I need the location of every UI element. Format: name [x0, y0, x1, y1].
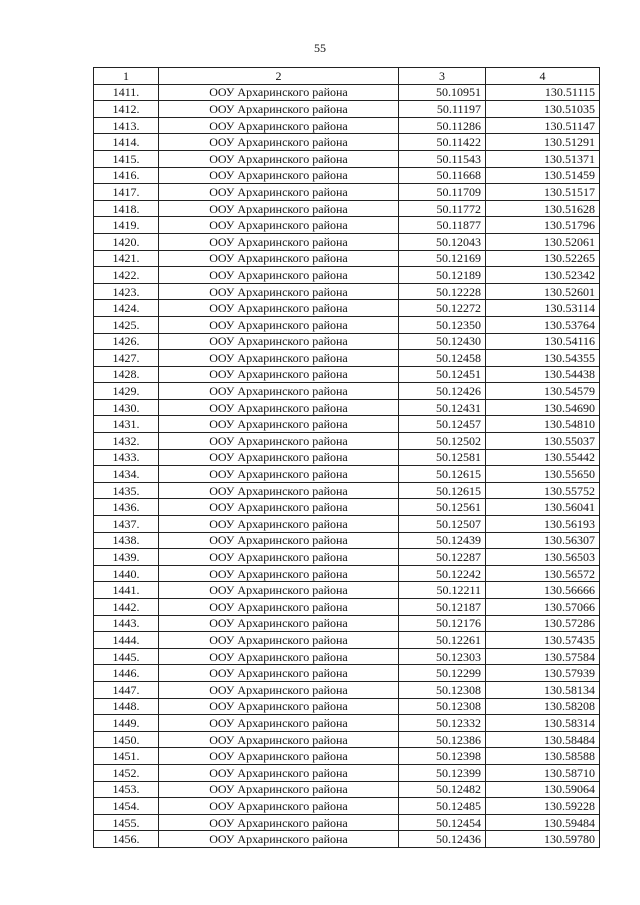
table-row	[94, 283, 600, 300]
row-number-cell: 1421.	[94, 250, 159, 267]
organization-name-cell: ООУ Архаринского района	[159, 316, 399, 333]
table-row	[94, 798, 600, 815]
organization-name-cell: ООУ Архаринского района	[159, 482, 399, 499]
organization-name-cell: ООУ Архаринского района	[159, 516, 399, 533]
row-number-cell: 1412.	[94, 101, 159, 118]
longitude-cell: 130.55037	[486, 433, 600, 450]
longitude-cell: 130.57939	[486, 665, 600, 682]
table-row	[94, 383, 600, 400]
row-number-cell: 1437.	[94, 516, 159, 533]
longitude-cell: 130.52342	[486, 267, 600, 284]
organization-name-cell: ООУ Архаринского района	[159, 715, 399, 732]
longitude-cell: 130.59064	[486, 781, 600, 798]
organization-name-cell: ООУ Архаринского района	[159, 831, 399, 848]
table-row	[94, 665, 600, 682]
table-row	[94, 184, 600, 201]
row-number-cell: 1428.	[94, 366, 159, 383]
organization-name-cell: ООУ Архаринского района	[159, 416, 399, 433]
organization-name-cell: ООУ Архаринского района	[159, 798, 399, 815]
longitude-cell: 130.55752	[486, 482, 600, 499]
row-number-cell: 1413.	[94, 117, 159, 134]
organization-name-cell: ООУ Архаринского района	[159, 200, 399, 217]
organization-name-cell: ООУ Архаринского района	[159, 698, 399, 715]
organization-name-cell: ООУ Архаринского района	[159, 599, 399, 616]
row-number-cell: 1446.	[94, 665, 159, 682]
latitude-cell: 50.12454	[399, 814, 486, 831]
organization-name-cell: ООУ Архаринского района	[159, 383, 399, 400]
row-number-cell: 1435.	[94, 482, 159, 499]
row-number-cell: 1434.	[94, 466, 159, 483]
row-number-cell: 1420.	[94, 233, 159, 250]
latitude-cell: 50.12261	[399, 632, 486, 649]
longitude-cell: 130.51115	[486, 84, 600, 101]
latitude-cell: 50.11422	[399, 134, 486, 151]
latitude-cell: 50.12458	[399, 350, 486, 367]
table-row	[94, 134, 600, 151]
row-number-cell: 1417.	[94, 184, 159, 201]
organization-name-cell: ООУ Архаринского района	[159, 399, 399, 416]
row-number-cell: 1416.	[94, 167, 159, 184]
longitude-cell: 130.51459	[486, 167, 600, 184]
latitude-cell: 50.12398	[399, 748, 486, 765]
table-row	[94, 466, 600, 483]
organization-name-cell: ООУ Архаринского района	[159, 814, 399, 831]
latitude-cell: 50.12615	[399, 466, 486, 483]
organization-name-cell: ООУ Архаринского района	[159, 283, 399, 300]
table-row	[94, 599, 600, 616]
organization-name-cell: ООУ Архаринского района	[159, 549, 399, 566]
latitude-cell: 50.11286	[399, 117, 486, 134]
header-col-3: 3	[399, 68, 486, 85]
organization-name-cell: ООУ Архаринского района	[159, 681, 399, 698]
organization-name-cell: ООУ Архаринского района	[159, 134, 399, 151]
longitude-cell: 130.51147	[486, 117, 600, 134]
latitude-cell: 50.12187	[399, 599, 486, 616]
organization-name-cell: ООУ Архаринского района	[159, 665, 399, 682]
longitude-cell: 130.51371	[486, 150, 600, 167]
table-row	[94, 200, 600, 217]
latitude-cell: 50.11197	[399, 101, 486, 118]
table-row	[94, 482, 600, 499]
table-row	[94, 316, 600, 333]
organization-name-cell: ООУ Архаринского района	[159, 582, 399, 599]
table-row	[94, 167, 600, 184]
latitude-cell: 50.12303	[399, 648, 486, 665]
latitude-cell: 50.12308	[399, 681, 486, 698]
latitude-cell: 50.12299	[399, 665, 486, 682]
table-row	[94, 831, 600, 848]
row-number-cell: 1423.	[94, 283, 159, 300]
latitude-cell: 50.10951	[399, 84, 486, 101]
table-row	[94, 366, 600, 383]
latitude-cell: 50.12399	[399, 764, 486, 781]
latitude-cell: 50.11543	[399, 150, 486, 167]
table-row	[94, 84, 600, 101]
row-number-cell: 1440.	[94, 565, 159, 582]
latitude-cell: 50.12439	[399, 532, 486, 549]
row-number-cell: 1453.	[94, 781, 159, 798]
latitude-cell: 50.12485	[399, 798, 486, 815]
table-row	[94, 333, 600, 350]
row-number-cell: 1443.	[94, 615, 159, 632]
organization-name-cell: ООУ Архаринского района	[159, 150, 399, 167]
table-row	[94, 217, 600, 234]
longitude-cell: 130.57066	[486, 599, 600, 616]
row-number-cell: 1418.	[94, 200, 159, 217]
row-number-cell: 1414.	[94, 134, 159, 151]
row-number-cell: 1444.	[94, 632, 159, 649]
row-number-cell: 1424.	[94, 300, 159, 317]
table-row	[94, 582, 600, 599]
latitude-cell: 50.12431	[399, 399, 486, 416]
row-number-cell: 1433.	[94, 449, 159, 466]
table-header	[94, 68, 600, 85]
longitude-cell: 130.56666	[486, 582, 600, 599]
longitude-cell: 130.54355	[486, 350, 600, 367]
longitude-cell: 130.55442	[486, 449, 600, 466]
table-row	[94, 549, 600, 566]
table-row	[94, 350, 600, 367]
table-row	[94, 698, 600, 715]
longitude-cell: 130.54116	[486, 333, 600, 350]
row-number-cell: 1427.	[94, 350, 159, 367]
latitude-cell: 50.12561	[399, 499, 486, 516]
organization-name-cell: ООУ Архаринского района	[159, 217, 399, 234]
organization-name-cell: ООУ Архаринского района	[159, 632, 399, 649]
table-body	[94, 84, 600, 847]
row-number-cell: 1432.	[94, 433, 159, 450]
row-number-cell: 1422.	[94, 267, 159, 284]
latitude-cell: 50.12430	[399, 333, 486, 350]
latitude-cell: 50.12228	[399, 283, 486, 300]
latitude-cell: 50.12386	[399, 731, 486, 748]
row-number-cell: 1429.	[94, 383, 159, 400]
table-row	[94, 615, 600, 632]
latitude-cell: 50.12457	[399, 416, 486, 433]
table-row	[94, 648, 600, 665]
organization-name-cell: ООУ Архаринского района	[159, 565, 399, 582]
row-number-cell: 1455.	[94, 814, 159, 831]
organization-name-cell: ООУ Архаринского района	[159, 233, 399, 250]
longitude-cell: 130.59484	[486, 814, 600, 831]
longitude-cell: 130.56503	[486, 549, 600, 566]
table-row	[94, 715, 600, 732]
table-row	[94, 731, 600, 748]
longitude-cell: 130.54810	[486, 416, 600, 433]
row-number-cell: 1448.	[94, 698, 159, 715]
table-row	[94, 449, 600, 466]
organization-name-cell: ООУ Архаринского района	[159, 781, 399, 798]
organization-name-cell: ООУ Архаринского района	[159, 101, 399, 118]
table-row	[94, 267, 600, 284]
header-col-4: 4	[486, 68, 600, 85]
longitude-cell: 130.52061	[486, 233, 600, 250]
longitude-cell: 130.57584	[486, 648, 600, 665]
organization-name-cell: ООУ Архаринского района	[159, 366, 399, 383]
longitude-cell: 130.55650	[486, 466, 600, 483]
row-number-cell: 1441.	[94, 582, 159, 599]
longitude-cell: 130.58710	[486, 764, 600, 781]
row-number-cell: 1452.	[94, 764, 159, 781]
table-row	[94, 101, 600, 118]
organization-name-cell: ООУ Архаринского района	[159, 648, 399, 665]
longitude-cell: 130.57435	[486, 632, 600, 649]
longitude-cell: 130.58134	[486, 681, 600, 698]
table-row	[94, 632, 600, 649]
latitude-cell: 50.12482	[399, 781, 486, 798]
table-row	[94, 499, 600, 516]
row-number-cell: 1439.	[94, 549, 159, 566]
row-number-cell: 1438.	[94, 532, 159, 549]
row-number-cell: 1454.	[94, 798, 159, 815]
header-col-1: 1	[94, 68, 159, 85]
row-number-cell: 1415.	[94, 150, 159, 167]
organization-name-cell: ООУ Архаринского района	[159, 615, 399, 632]
latitude-cell: 50.12043	[399, 233, 486, 250]
table-row	[94, 748, 600, 765]
organization-name-cell: ООУ Архаринского района	[159, 84, 399, 101]
table-row	[94, 150, 600, 167]
longitude-cell: 130.52601	[486, 283, 600, 300]
organization-name-cell: ООУ Архаринского района	[159, 184, 399, 201]
row-number-cell: 1442.	[94, 599, 159, 616]
latitude-cell: 50.12242	[399, 565, 486, 582]
longitude-cell: 130.52265	[486, 250, 600, 267]
longitude-cell: 130.59780	[486, 831, 600, 848]
coordinates-table	[93, 67, 600, 848]
longitude-cell: 130.51796	[486, 217, 600, 234]
table-row	[94, 233, 600, 250]
organization-name-cell: ООУ Архаринского района	[159, 300, 399, 317]
row-number-cell: 1449.	[94, 715, 159, 732]
organization-name-cell: ООУ Архаринского района	[159, 532, 399, 549]
latitude-cell: 50.12426	[399, 383, 486, 400]
table-row	[94, 764, 600, 781]
longitude-cell: 130.51517	[486, 184, 600, 201]
longitude-cell: 130.51035	[486, 101, 600, 118]
table-row	[94, 416, 600, 433]
table-row	[94, 433, 600, 450]
longitude-cell: 130.59228	[486, 798, 600, 815]
organization-name-cell: ООУ Архаринского района	[159, 466, 399, 483]
organization-name-cell: ООУ Архаринского района	[159, 267, 399, 284]
longitude-cell: 130.51291	[486, 134, 600, 151]
organization-name-cell: ООУ Архаринского района	[159, 449, 399, 466]
longitude-cell: 130.58588	[486, 748, 600, 765]
table-row	[94, 250, 600, 267]
table-row	[94, 300, 600, 317]
row-number-cell: 1430.	[94, 399, 159, 416]
row-number-cell: 1425.	[94, 316, 159, 333]
latitude-cell: 50.12436	[399, 831, 486, 848]
table-row	[94, 117, 600, 134]
longitude-cell: 130.54690	[486, 399, 600, 416]
latitude-cell: 50.12451	[399, 366, 486, 383]
organization-name-cell: ООУ Архаринского района	[159, 167, 399, 184]
longitude-cell: 130.56572	[486, 565, 600, 582]
row-number-cell: 1436.	[94, 499, 159, 516]
latitude-cell: 50.11668	[399, 167, 486, 184]
latitude-cell: 50.12287	[399, 549, 486, 566]
row-number-cell: 1451.	[94, 748, 159, 765]
latitude-cell: 50.12308	[399, 698, 486, 715]
longitude-cell: 130.58208	[486, 698, 600, 715]
latitude-cell: 50.12272	[399, 300, 486, 317]
row-number-cell: 1426.	[94, 333, 159, 350]
table-row	[94, 532, 600, 549]
latitude-cell: 50.12211	[399, 582, 486, 599]
latitude-cell: 50.12507	[399, 516, 486, 533]
organization-name-cell: ООУ Архаринского района	[159, 117, 399, 134]
row-number-cell: 1447.	[94, 681, 159, 698]
longitude-cell: 130.56041	[486, 499, 600, 516]
row-number-cell: 1419.	[94, 217, 159, 234]
longitude-cell: 130.58314	[486, 715, 600, 732]
longitude-cell: 130.56307	[486, 532, 600, 549]
header-row	[94, 68, 600, 85]
latitude-cell: 50.12502	[399, 433, 486, 450]
header-col-2: 2	[159, 68, 399, 85]
latitude-cell: 50.12581	[399, 449, 486, 466]
table-row	[94, 814, 600, 831]
table-row	[94, 781, 600, 798]
page-number: 55	[314, 41, 326, 55]
latitude-cell: 50.12350	[399, 316, 486, 333]
organization-name-cell: ООУ Архаринского района	[159, 748, 399, 765]
latitude-cell: 50.12615	[399, 482, 486, 499]
longitude-cell: 130.58484	[486, 731, 600, 748]
table-row	[94, 399, 600, 416]
longitude-cell: 130.57286	[486, 615, 600, 632]
organization-name-cell: ООУ Архаринского района	[159, 433, 399, 450]
row-number-cell: 1445.	[94, 648, 159, 665]
latitude-cell: 50.12189	[399, 267, 486, 284]
longitude-cell: 130.54438	[486, 366, 600, 383]
organization-name-cell: ООУ Архаринского района	[159, 731, 399, 748]
longitude-cell: 130.53114	[486, 300, 600, 317]
latitude-cell: 50.11877	[399, 217, 486, 234]
organization-name-cell: ООУ Архаринского района	[159, 350, 399, 367]
longitude-cell: 130.53764	[486, 316, 600, 333]
table-row	[94, 565, 600, 582]
longitude-cell: 130.54579	[486, 383, 600, 400]
organization-name-cell: ООУ Архаринского района	[159, 250, 399, 267]
row-number-cell: 1450.	[94, 731, 159, 748]
row-number-cell: 1431.	[94, 416, 159, 433]
organization-name-cell: ООУ Архаринского района	[159, 333, 399, 350]
organization-name-cell: ООУ Архаринского района	[159, 499, 399, 516]
row-number-cell: 1411.	[94, 84, 159, 101]
latitude-cell: 50.11772	[399, 200, 486, 217]
latitude-cell: 50.12169	[399, 250, 486, 267]
longitude-cell: 130.51628	[486, 200, 600, 217]
table-row	[94, 516, 600, 533]
latitude-cell: 50.11709	[399, 184, 486, 201]
table-row	[94, 681, 600, 698]
latitude-cell: 50.12332	[399, 715, 486, 732]
organization-name-cell: ООУ Архаринского района	[159, 764, 399, 781]
longitude-cell: 130.56193	[486, 516, 600, 533]
row-number-cell: 1456.	[94, 831, 159, 848]
latitude-cell: 50.12176	[399, 615, 486, 632]
